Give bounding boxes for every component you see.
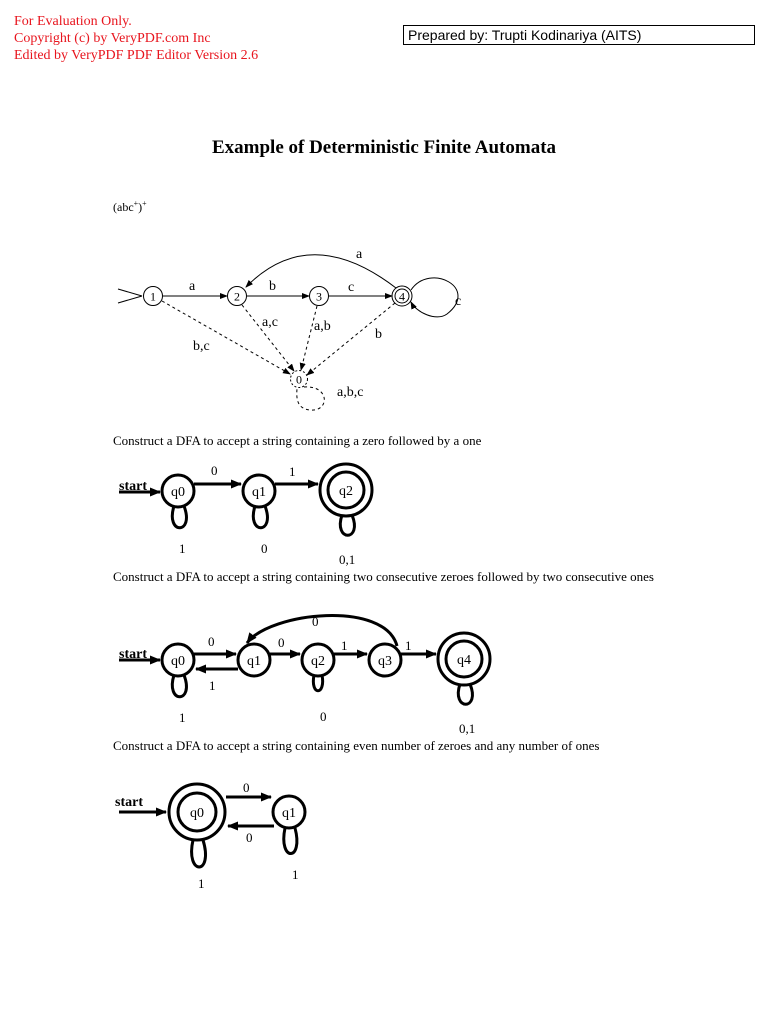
- svg-text:q3: q3: [378, 654, 392, 669]
- evaluation-watermark: [14, 13, 258, 64]
- dfa2-state-q1: [243, 475, 275, 507]
- question-consecutive-zeroes-ones: Construct a DFA to accept a string containing two consecutive zeroes followed by two consecutive ones: [113, 569, 654, 584]
- dfa3-edge-label: 1: [341, 638, 348, 653]
- dfa2-edge-label: 1: [289, 464, 296, 479]
- dfa1-state-2: [228, 287, 247, 306]
- svg-text:q1: q1: [252, 485, 266, 500]
- dfa3-edge-label: 0: [312, 614, 319, 629]
- page-title: Example of Deterministic Finite Automata: [211, 137, 557, 158]
- dfa3-loop-label: 1: [179, 710, 186, 725]
- svg-text:1: 1: [150, 289, 156, 304]
- dfa4-loop-label: 1: [292, 867, 299, 882]
- dfa1-edge-label: c: [348, 280, 355, 295]
- dfa2-loop-label: 0: [261, 541, 268, 556]
- svg-text:4: 4: [399, 289, 405, 304]
- svg-text:q2: q2: [311, 654, 325, 669]
- dfa4-edge-label: 0: [243, 780, 250, 795]
- dfa4-edge-label: 0: [246, 830, 253, 845]
- dfa-diagram-even-zeroes: [113, 775, 318, 895]
- dfa3-loop-label: 0,1: [459, 721, 476, 736]
- dfa2-edge-label: 0: [211, 463, 218, 478]
- dfa3-edge-label: 1: [405, 638, 412, 653]
- dfa4-loop-label: 1: [198, 876, 205, 891]
- watermark-line: Edited by VeryPDF PDF Editor Version 2.6: [14, 48, 259, 63]
- dfa1-edge-label: a,b: [314, 319, 331, 334]
- regex-close: ): [138, 200, 143, 214]
- svg-text:3: 3: [316, 289, 322, 304]
- dfa-diagram-abc: [110, 240, 480, 415]
- svg-text:q0: q0: [171, 654, 185, 669]
- watermark-line: For Evaluation Only.: [14, 14, 132, 29]
- dfa3-edge-label: 1: [209, 678, 216, 693]
- regular-expression: [113, 199, 147, 215]
- prepared-by-box: Prepared by: Trupti Kodinariya (AITS): [403, 25, 755, 45]
- regex-outer-sup: +: [142, 199, 147, 208]
- dfa1-edge-label: a: [356, 247, 363, 262]
- dfa3-state-q0: [162, 644, 194, 676]
- dfa1-state-3: [310, 287, 329, 306]
- dfa1-edge-label: b,c: [193, 339, 210, 354]
- svg-text:q1: q1: [282, 806, 296, 821]
- dfa3-state-q2: [302, 644, 334, 676]
- dfa3-state-q4-final: [438, 633, 490, 685]
- question-zero-followed-by-one: Construct a DFA to accept a string containing a zero followed by a one: [113, 433, 482, 448]
- dfa1-state-0-dead: [291, 371, 308, 388]
- start-label: start: [119, 479, 147, 494]
- question-even-zeroes: Construct a DFA to accept a string containing even number of zeroes and any number of ones: [113, 738, 600, 753]
- dfa-diagram-00-11: [113, 605, 503, 737]
- dfa1-loop-label: a,b,c: [337, 385, 364, 400]
- start-label: start: [119, 647, 147, 662]
- svg-text:q2: q2: [339, 484, 353, 499]
- svg-text:q0: q0: [171, 485, 185, 500]
- svg-text:0: 0: [296, 372, 302, 387]
- watermark-line: Copyright (c) by VeryPDF.com Inc: [14, 31, 211, 46]
- dfa1-edge-label: a,c: [262, 315, 278, 330]
- dfa3-edge-label: 0: [208, 634, 215, 649]
- dfa3-loop-label: 0: [320, 709, 327, 724]
- start-label: start: [115, 795, 143, 810]
- dfa2-state-q2-final: [320, 464, 372, 516]
- svg-text:2: 2: [234, 289, 240, 304]
- dfa2-loop-label: 0,1: [339, 552, 356, 567]
- dfa1-edge-label: a: [189, 279, 196, 294]
- dfa1-state-1: [144, 287, 163, 306]
- dfa-diagram-zero-one: [113, 458, 388, 568]
- svg-text:q4: q4: [457, 653, 471, 668]
- svg-text:q0: q0: [190, 806, 204, 821]
- dfa2-state-q0: [162, 475, 194, 507]
- dfa3-state-q1: [238, 644, 270, 676]
- dfa1-edge-label: b: [375, 327, 382, 342]
- dfa3-state-q3: [369, 644, 401, 676]
- svg-text:q1: q1: [247, 654, 261, 669]
- dfa1-edge-label: b: [269, 279, 276, 294]
- dfa2-loop-label: 1: [179, 541, 186, 556]
- dfa4-state-q1: [273, 796, 305, 828]
- regex-inner-sup: +: [133, 199, 139, 208]
- regex-base: (abc: [113, 200, 134, 214]
- dfa4-state-q0-final: [169, 784, 225, 840]
- dfa1-loop-label: c: [455, 294, 462, 309]
- dfa3-edge-label: 0: [278, 635, 285, 650]
